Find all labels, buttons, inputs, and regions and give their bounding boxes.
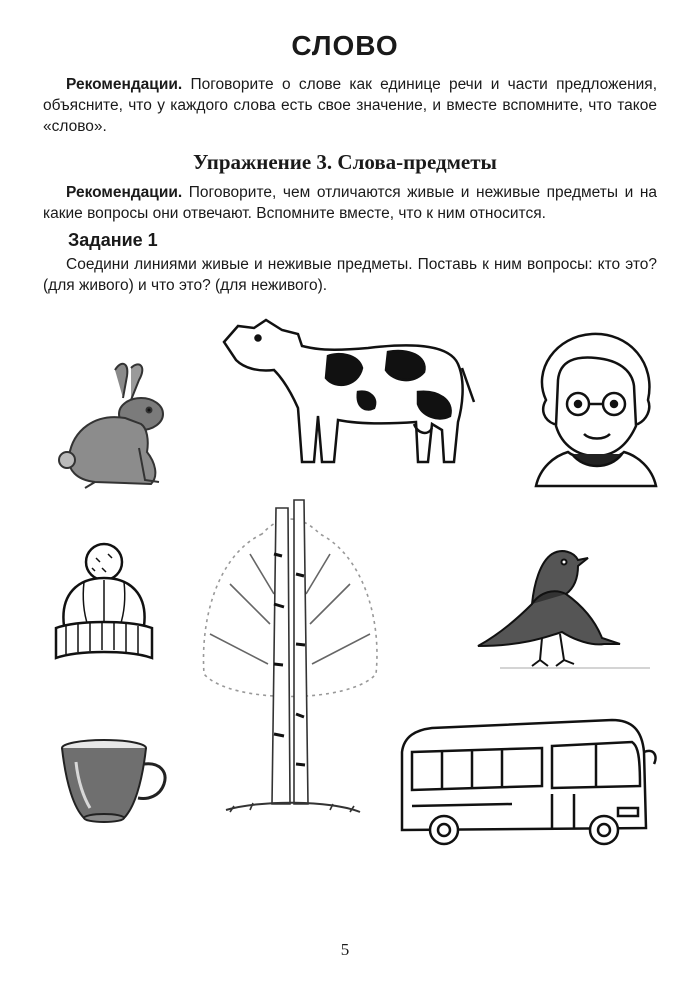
bus-icon: [392, 712, 660, 854]
exercise-title: Упражнение 3. Слова-предметы: [193, 150, 497, 174]
grandmother-icon: [532, 330, 660, 490]
cup-icon: [56, 738, 174, 828]
exercise-recommendation-text: Поговорите, чем отличаются живые и неживые предметы и на какие вопросы они отвечают. Вспомните вместе, что к ним относится.: [43, 184, 657, 222]
page-title: СЛОВО: [291, 30, 399, 61]
intro-paragraph: [43, 74, 657, 137]
task-title: Задание 1: [68, 230, 158, 250]
intro-label: Рекомендации.: [66, 76, 183, 93]
task-instruction: Соедини линиями живые и неживые предметы. Поставь к ним вопросы: кто это? (для живого) и что это? (для неживого).: [43, 256, 657, 294]
birch-tree-icon: [190, 494, 390, 819]
page-number: 5: [340, 940, 350, 959]
hare-icon: [55, 358, 185, 498]
hat-icon: [48, 540, 160, 665]
crow-icon: [470, 548, 660, 673]
intro-text: Поговорите о слове как единице речи и части предложения, объясните, что у каждого слова есть свое значение, и вместе вспомните, что такое «слово».: [43, 76, 657, 135]
exercise-recommendation: [43, 182, 657, 224]
exercise-recommendation-label: Рекомендации.: [66, 184, 183, 201]
cow-icon: [218, 312, 478, 472]
